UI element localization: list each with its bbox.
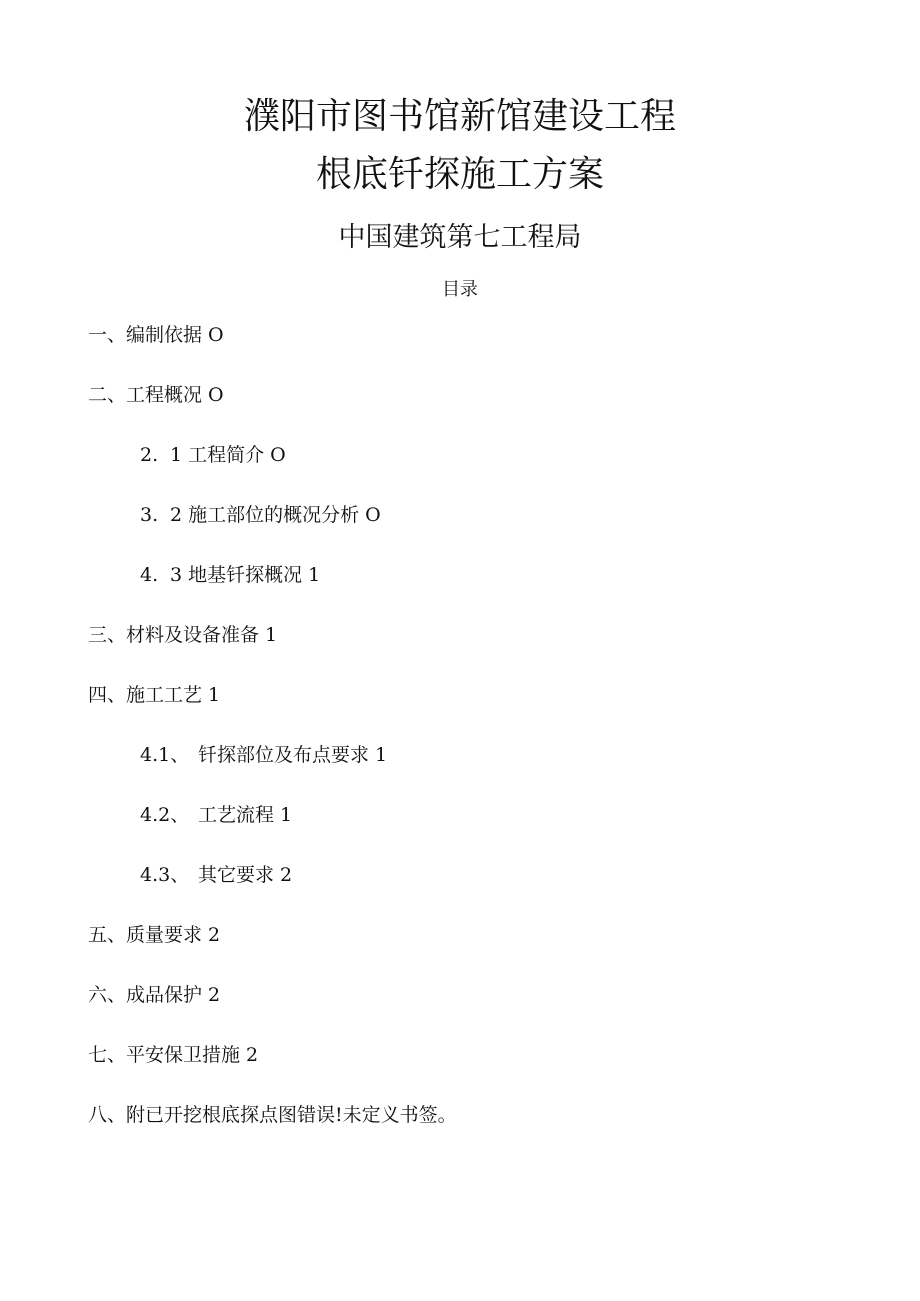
toc-entry[interactable] xyxy=(88,683,220,707)
toc-entry-number: 二、 xyxy=(88,384,127,406)
toc-entry-text: 成品保护 2 xyxy=(126,984,221,1006)
toc-entry-text: 平安保卫措施 2 xyxy=(126,1044,259,1066)
toc-entry-text: 工程概况 O xyxy=(126,384,224,406)
toc-entry[interactable] xyxy=(140,503,381,527)
toc-entry-number: 4.3、 xyxy=(140,864,190,886)
toc-entry-text: 质量要求 2 xyxy=(126,924,221,946)
toc-entry-text: 3 地基钎探概况 1 xyxy=(170,564,321,586)
toc-entry[interactable] xyxy=(88,323,224,347)
toc-entry-number: 六、 xyxy=(88,984,127,1006)
toc-entry-text: 钎探部位及布点要求 1 xyxy=(198,744,388,766)
toc-entry-text: 2 施工部位的概况分析 O xyxy=(170,504,381,526)
document-title-line1: 濮阳市图书馆新馆建设工程 xyxy=(243,96,676,137)
toc-entry-number: 一、 xyxy=(88,324,127,346)
toc-entry-number: 4. xyxy=(140,564,159,586)
toc-entry-text: 其它要求 2 xyxy=(198,864,293,886)
toc-entry-number: 五、 xyxy=(88,924,127,946)
toc-entry-number: 3. xyxy=(140,504,159,526)
organization-name: 中国建筑第七工程局 xyxy=(338,222,582,253)
toc-entry-number: 4.2、 xyxy=(140,804,190,826)
toc-entry-number: 4.1、 xyxy=(140,744,190,766)
toc-entry[interactable] xyxy=(88,383,224,407)
toc-entry-number: 八、 xyxy=(88,1104,127,1126)
toc-entry[interactable] xyxy=(88,1043,258,1067)
toc-entry[interactable] xyxy=(88,983,220,1007)
toc-entry-number: 2. xyxy=(140,444,159,466)
toc-entry[interactable] xyxy=(140,863,292,887)
toc-entry-text: 材料及设备准备 1 xyxy=(126,624,278,646)
document-title-line2: 根底钎探施工方案 xyxy=(315,154,604,195)
toc-entry[interactable] xyxy=(88,923,220,947)
toc-entry[interactable] xyxy=(140,743,387,767)
toc-entry[interactable] xyxy=(88,623,277,647)
toc-heading: 目录 xyxy=(442,279,478,300)
toc-entry[interactable] xyxy=(140,803,292,827)
toc-entry-text: 附已开挖根底探点图错误!未定义书签。 xyxy=(126,1104,457,1126)
toc-entry-number: 三、 xyxy=(88,624,127,646)
toc-entry-number: 四、 xyxy=(88,684,127,706)
toc-entry-text: 1 工程简介 O xyxy=(170,444,286,466)
toc-entry[interactable] xyxy=(140,563,320,587)
toc-entry[interactable] xyxy=(140,443,286,467)
toc-entry-text: 编制依据 O xyxy=(126,324,224,346)
toc-entry-text: 工艺流程 1 xyxy=(198,804,293,826)
toc-entry[interactable] xyxy=(88,1103,457,1127)
toc-entry-text: 施工工艺 1 xyxy=(126,684,221,706)
toc-entry-number: 七、 xyxy=(88,1044,127,1066)
